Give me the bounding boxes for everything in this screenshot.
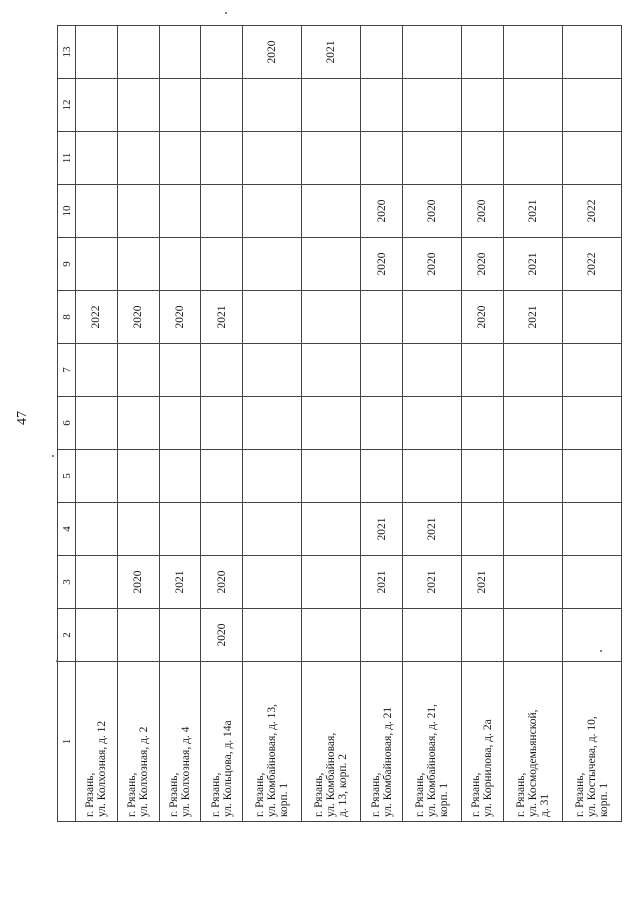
year-cell — [302, 556, 361, 609]
header-row — [58, 26, 76, 822]
year-cell: 2021 — [159, 556, 201, 609]
year-cell — [243, 79, 302, 132]
year-cell: 2021 — [201, 291, 243, 344]
year-cell — [462, 503, 504, 556]
year-cell — [361, 132, 403, 185]
table-row — [76, 26, 118, 822]
year-cell — [117, 79, 159, 132]
year-cell — [243, 450, 302, 503]
year-cell — [76, 556, 118, 609]
year-cell — [243, 291, 302, 344]
year-cell — [243, 556, 302, 609]
year-cell — [201, 503, 243, 556]
year-cell — [117, 450, 159, 503]
year-cell — [76, 185, 118, 238]
year-cell — [361, 26, 403, 79]
column-header: 2 — [58, 609, 76, 662]
year-cell — [243, 185, 302, 238]
year-cell — [159, 344, 201, 397]
year-cell — [402, 450, 461, 503]
year-cell: 2020 — [201, 556, 243, 609]
year-cell: 2022 — [562, 238, 621, 291]
table-row — [361, 26, 403, 822]
year-cell: 2021 — [402, 556, 461, 609]
scan-speck — [56, 660, 58, 662]
year-cell — [361, 344, 403, 397]
table-row — [302, 26, 361, 822]
year-cell — [159, 609, 201, 662]
table-row — [503, 26, 562, 822]
column-header: 9 — [58, 238, 76, 291]
year-cell — [402, 344, 461, 397]
address-cell: г. Рязань, ул. Колхозная, д. 2 — [117, 662, 159, 822]
year-cell — [117, 132, 159, 185]
year-cell — [159, 450, 201, 503]
year-cell — [402, 609, 461, 662]
scan-speck — [600, 650, 602, 652]
year-cell — [562, 556, 621, 609]
year-cell — [562, 503, 621, 556]
address-cell: г. Рязань, ул. Комбайновая, д. 21, корп. 1 — [402, 662, 461, 822]
year-cell — [361, 397, 403, 450]
year-cell — [361, 609, 403, 662]
year-cell — [201, 238, 243, 291]
year-cell — [402, 26, 461, 79]
schedule-table — [57, 25, 622, 822]
year-cell: 2021 — [503, 238, 562, 291]
year-cell — [76, 503, 118, 556]
year-cell — [302, 344, 361, 397]
year-cell: 2022 — [76, 291, 118, 344]
year-cell — [117, 26, 159, 79]
year-cell: 2020 — [243, 26, 302, 79]
table-row — [201, 26, 243, 822]
year-cell — [159, 397, 201, 450]
year-cell — [302, 450, 361, 503]
year-cell — [159, 79, 201, 132]
scan-speck — [52, 455, 54, 457]
year-cell — [562, 291, 621, 344]
year-cell — [201, 397, 243, 450]
address-cell: г. Рязань, ул. Космодемьянской, д. 31 — [503, 662, 562, 822]
page-number: 47 — [15, 411, 30, 425]
year-cell — [302, 238, 361, 291]
column-header: 7 — [58, 344, 76, 397]
column-header: 1 — [58, 662, 76, 822]
year-cell — [503, 397, 562, 450]
table-container — [57, 27, 622, 822]
scan-speck — [225, 12, 227, 14]
year-cell — [243, 609, 302, 662]
year-cell — [503, 26, 562, 79]
year-cell — [201, 450, 243, 503]
year-cell: 2020 — [402, 238, 461, 291]
address-cell: г. Рязань, ул. Комбайновая, д. 13, корп. 1 — [243, 662, 302, 822]
year-cell — [503, 79, 562, 132]
year-cell — [117, 503, 159, 556]
year-cell — [117, 397, 159, 450]
year-cell — [159, 185, 201, 238]
year-cell — [117, 238, 159, 291]
year-cell — [562, 132, 621, 185]
year-cell — [462, 132, 504, 185]
column-header: 10 — [58, 185, 76, 238]
year-cell — [243, 344, 302, 397]
year-cell — [562, 344, 621, 397]
year-cell: 2021 — [503, 291, 562, 344]
year-cell — [201, 79, 243, 132]
year-cell — [243, 503, 302, 556]
year-cell — [243, 397, 302, 450]
year-cell — [462, 344, 504, 397]
year-cell — [462, 79, 504, 132]
address-cell: г. Рязань, ул. Колхозная, д. 4 — [159, 662, 201, 822]
year-cell: 2021 — [503, 185, 562, 238]
table-row — [159, 26, 201, 822]
year-cell — [402, 132, 461, 185]
year-cell — [402, 79, 461, 132]
year-cell — [302, 397, 361, 450]
column-header: 3 — [58, 556, 76, 609]
year-cell — [302, 503, 361, 556]
year-cell — [462, 397, 504, 450]
year-cell — [117, 609, 159, 662]
year-cell: 2021 — [361, 503, 403, 556]
column-header: 13 — [58, 26, 76, 79]
year-cell — [562, 79, 621, 132]
year-cell — [76, 238, 118, 291]
address-cell: г. Рязань, ул. Костычева, д. 10, корп. 1 — [562, 662, 621, 822]
year-cell — [361, 79, 403, 132]
year-cell — [76, 450, 118, 503]
year-cell: 2020 — [462, 185, 504, 238]
column-header: 6 — [58, 397, 76, 450]
address-cell: г. Рязань, ул. Кольцова, д. 14а — [201, 662, 243, 822]
year-cell — [76, 132, 118, 185]
year-cell — [361, 291, 403, 344]
year-cell: 2020 — [117, 291, 159, 344]
year-cell: 2020 — [117, 556, 159, 609]
year-cell: 2020 — [159, 291, 201, 344]
year-cell — [503, 556, 562, 609]
year-cell — [76, 397, 118, 450]
year-cell — [159, 26, 201, 79]
year-cell — [159, 503, 201, 556]
address-cell: г. Рязань, ул. Комбайновая, д. 13, корп. 2 — [302, 662, 361, 822]
year-cell — [503, 344, 562, 397]
table-row — [562, 26, 621, 822]
year-cell — [462, 609, 504, 662]
address-cell: г. Рязань, ул. Корнилова, д. 2а — [462, 662, 504, 822]
year-cell: 2020 — [201, 609, 243, 662]
year-cell — [159, 132, 201, 185]
year-cell — [402, 397, 461, 450]
year-cell — [243, 238, 302, 291]
column-header: 5 — [58, 450, 76, 503]
year-cell: 2020 — [402, 185, 461, 238]
year-cell — [76, 26, 118, 79]
year-cell — [402, 291, 461, 344]
year-cell — [462, 26, 504, 79]
column-header: 11 — [58, 132, 76, 185]
year-cell — [503, 450, 562, 503]
year-cell: 2021 — [361, 556, 403, 609]
year-cell — [76, 344, 118, 397]
year-cell — [243, 132, 302, 185]
address-cell: г. Рязань, ул. Комбайновая, д. 21 — [361, 662, 403, 822]
year-cell — [117, 185, 159, 238]
year-cell — [302, 291, 361, 344]
year-cell: 2020 — [462, 291, 504, 344]
table-row — [462, 26, 504, 822]
year-cell — [76, 609, 118, 662]
year-cell — [503, 609, 562, 662]
table-row — [243, 26, 302, 822]
year-cell — [361, 450, 403, 503]
year-cell — [201, 26, 243, 79]
year-cell — [562, 609, 621, 662]
year-cell — [503, 503, 562, 556]
year-cell — [503, 132, 562, 185]
table-body — [76, 26, 622, 822]
year-cell: 2022 — [562, 185, 621, 238]
table-row — [402, 26, 461, 822]
column-header: 4 — [58, 503, 76, 556]
year-cell — [302, 185, 361, 238]
address-cell: г. Рязань, ул. Колхозная, д. 12 — [76, 662, 118, 822]
year-cell — [76, 79, 118, 132]
year-cell — [201, 132, 243, 185]
year-cell — [117, 344, 159, 397]
year-cell: 2021 — [402, 503, 461, 556]
year-cell — [302, 609, 361, 662]
year-cell — [562, 450, 621, 503]
year-cell — [201, 185, 243, 238]
year-cell — [562, 26, 621, 79]
year-cell — [302, 132, 361, 185]
year-cell: 2021 — [462, 556, 504, 609]
year-cell: 2021 — [302, 26, 361, 79]
year-cell — [562, 397, 621, 450]
column-header: 8 — [58, 291, 76, 344]
year-cell — [159, 238, 201, 291]
table-row — [117, 26, 159, 822]
year-cell — [201, 344, 243, 397]
column-header: 12 — [58, 79, 76, 132]
year-cell — [462, 450, 504, 503]
year-cell: 2020 — [462, 238, 504, 291]
year-cell: 2020 — [361, 238, 403, 291]
year-cell: 2020 — [361, 185, 403, 238]
year-cell — [302, 79, 361, 132]
